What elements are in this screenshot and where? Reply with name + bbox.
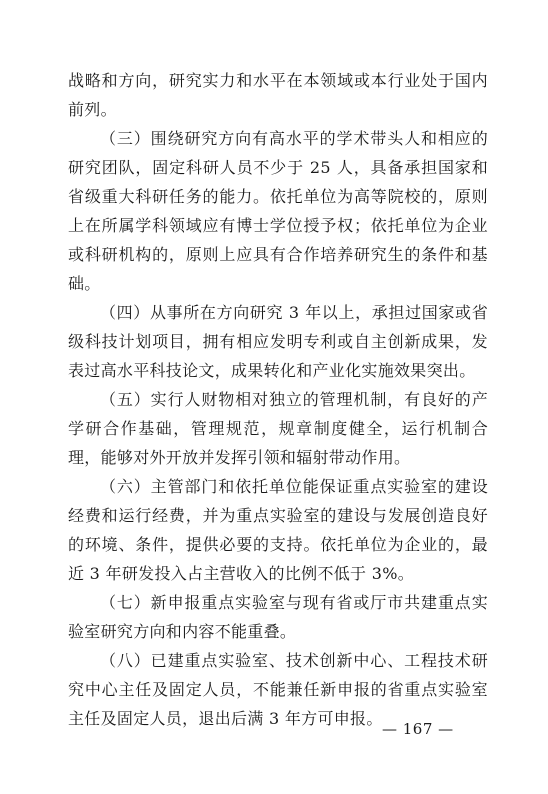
paragraph-item-3: （三）围绕研究方向有高水平的学术带头人和相应的研究团队，固定科研人员不少于 25 人，具备承担国家和省级重大科研任务的能力。依托单位为高等院校的，原则上在所属学科领域应有博士学位授予权；依托单位为企业或科研机构的，原则上应具有合作培养研究生的条件和基础。 <box>68 129 488 293</box>
paragraph-item-7: （七）新申报重点实验室与现有省或厅市共建重点实验室研究方向和内容不能重叠。 <box>68 593 488 641</box>
document-body <box>68 66 488 733</box>
paragraph-continuation: 战略和方向，研究实力和水平在本领域或本行业处于国内前列。 <box>68 71 488 119</box>
paragraph-item-5: （五）实行人财物相对独立的管理机制，有良好的产学研合作基础，管理规范，规章制度健全，运行机制合理，能够对外开放并发挥引领和辐射带动作用。 <box>68 390 488 467</box>
paragraph-item-4: （四）从事所在方向研究 3 年以上，承担过国家或省级科技计划项目，拥有相应发明专利或自主创新成果，发表过高水平科技论文，成果转化和产业化实施效果突出。 <box>68 303 488 380</box>
page-number: — 167 — <box>382 720 454 738</box>
paragraph-item-6: （六）主管部门和依托单位能保证重点实验室的建设经费和运行经费，并为重点实验室的建设与发展创造良好的环境、条件，提供必要的支持。依托单位为企业的，最近 3 年研发投入占主营收入的比例不低于 3%。 <box>68 477 488 583</box>
paragraph-item-8: （八）已建重点实验室、技术创新中心、工程技术研究中心主任及固定人员，不能兼任新申报的省重点实验室主任及固定人员，退出后满 3 年方可申报。 <box>68 651 488 728</box>
